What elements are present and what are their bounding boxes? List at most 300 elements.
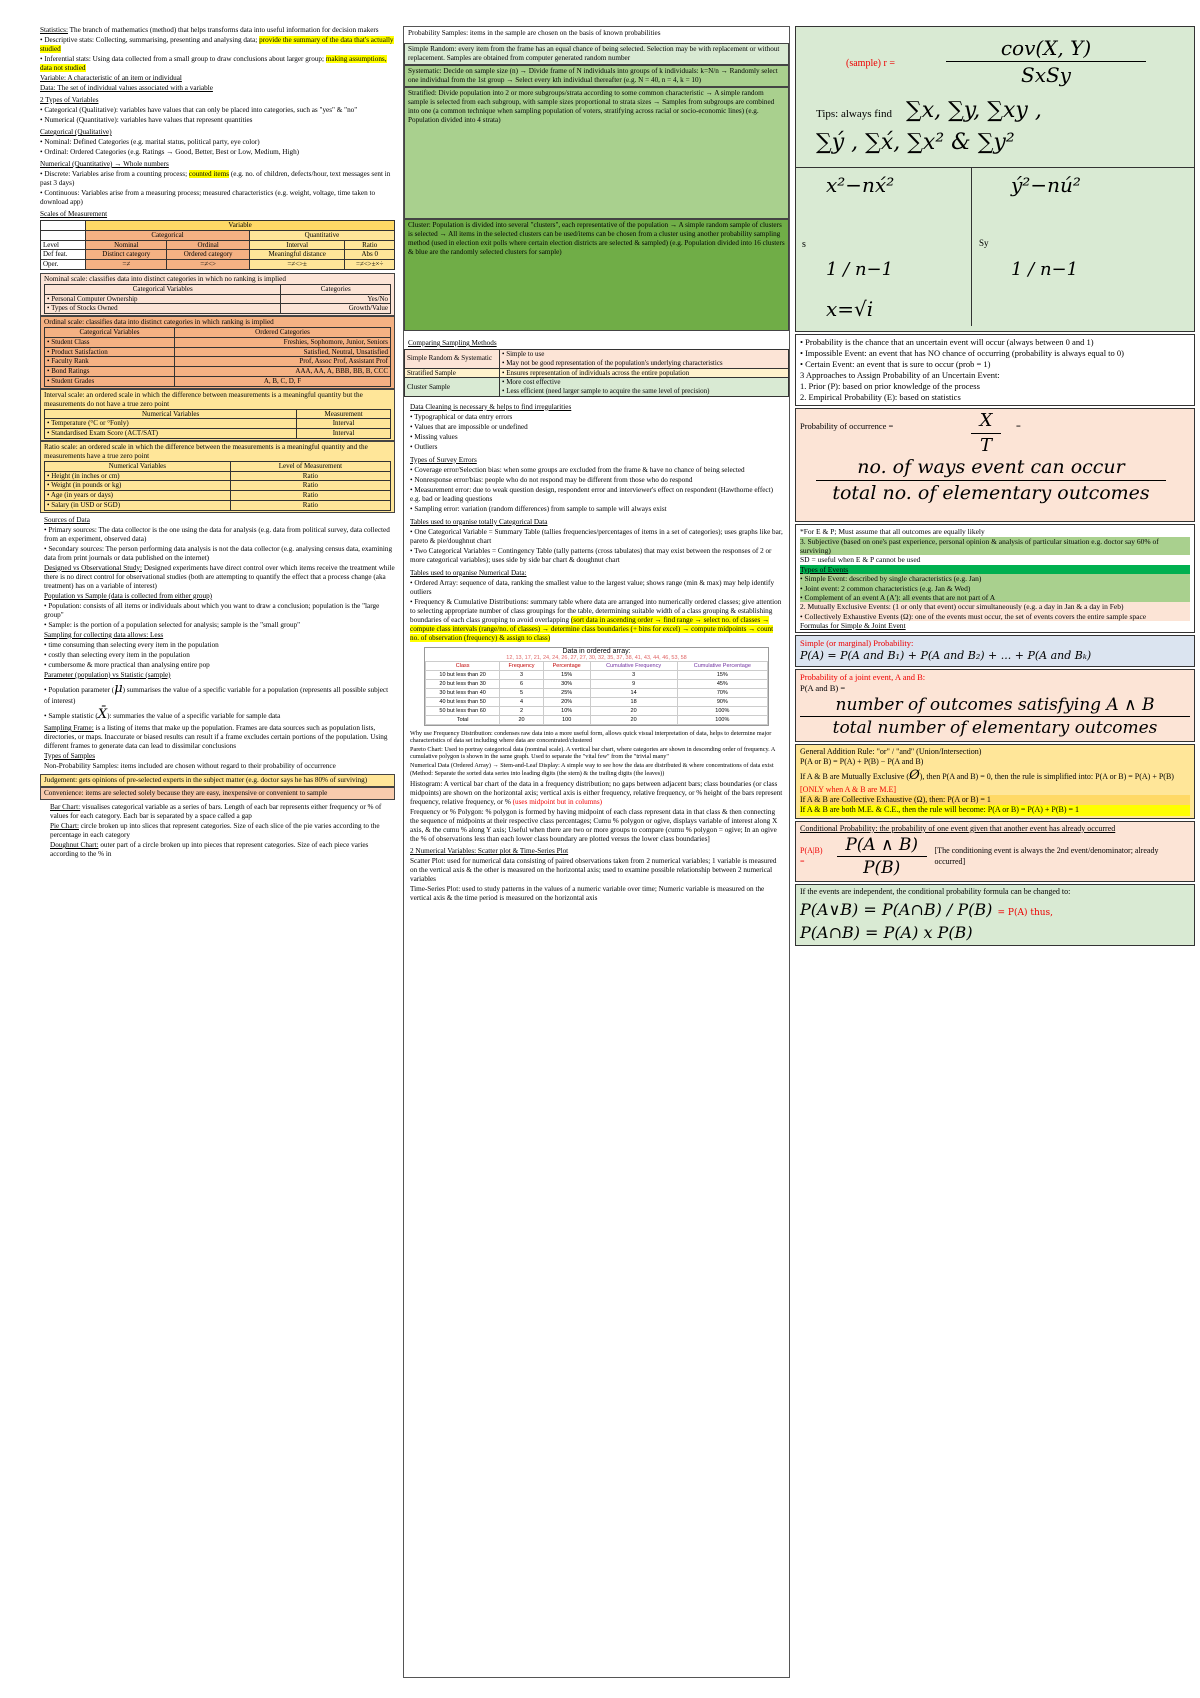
tables-cat-title: Tables used to organise totally Categorical Data	[410, 517, 548, 526]
table-row	[45, 337, 391, 347]
approaches-title: 3 Approaches to Assign Probability of an Uncertain Event:	[800, 370, 1000, 381]
table-cell: 14	[590, 688, 677, 697]
table-cell: 100	[543, 715, 590, 724]
table-cell: 2	[500, 706, 544, 715]
statistics-title: Statistics:	[40, 26, 68, 34]
table-cell: Ordinal	[167, 240, 249, 250]
table-cell: • Personal Computer Ownership	[45, 294, 281, 304]
table-cell: Simple Random & Systematic	[405, 350, 500, 369]
cleaning-section	[404, 403, 789, 643]
table-cell: • Salary (in USD or SGD)	[45, 500, 231, 510]
types-categorical: • Categorical (Qualitative): variables have values that can only be placed into categories, such as "yes" & "no"	[40, 106, 358, 114]
nominal-desc: Nominal scale: classifies data into distinct categories in which no ranking is implied	[44, 274, 286, 283]
mini-numbers: 12, 13, 17, 21, 24, 24, 26, 27, 27, 30, 32, 35, 37, 38, 41, 43, 44, 46, 53, 58	[506, 654, 687, 661]
table-cell: • Height (in inches or cm)	[45, 471, 231, 481]
addition-formula: P(A or B) = P(A) + P(B) − P(A and B)	[800, 757, 924, 767]
list-item: • Measurement error: due to weak question design, respondent error and interviewer's effect on respondent (Hawthorne effect) e.g. bad or leading questions	[410, 485, 773, 503]
ep-note: *For E & P; Must assume that all outcomes are equally likely	[800, 527, 985, 537]
table-cell: 70%	[677, 688, 767, 697]
table-row	[45, 376, 391, 386]
histogram-red: (uses midpoint but in columns)	[512, 798, 603, 807]
table-cell: Ratio	[345, 240, 395, 250]
mutually-text: (1 or only that event) occur simultaneously (e.g. a day in Jan & a day in Feb)	[892, 602, 1124, 612]
table-cell: Prof, Assoc Prof, Assistant Prof	[174, 357, 390, 367]
table-cell: Categorical Variables	[45, 328, 175, 338]
ordinal-table	[44, 327, 391, 387]
table-cell: 30%	[543, 679, 590, 688]
types-title: 2 Types of Variables	[40, 96, 99, 104]
list-item: • Missing values	[410, 432, 458, 441]
table-cell: Numerical Variables	[45, 461, 231, 471]
table-row	[45, 500, 391, 510]
tables-cat-item: • One Categorical Variable = Summary Table (tallies frequencies/percentages of items in a set of categories); uses graphs like bar, pareto & pie/doughnut chart	[410, 527, 783, 545]
certain-event: • Certain Event: an event that is sure to occur (prob = 1)	[800, 359, 991, 370]
types-numerical: • Numerical (Quantitative): variables have values that represent quantities	[40, 116, 253, 124]
table-row	[426, 715, 768, 724]
table-cell: 18	[590, 697, 677, 706]
categorical-section	[40, 128, 395, 157]
occurrence-denominator: total no. of elementary outcomes	[832, 481, 1150, 504]
sx-box	[796, 167, 972, 326]
simple-event: • Simple Event: described by single characteristics (e.g. Jan)	[800, 574, 1190, 583]
table-cell: Stratified Sample	[405, 368, 500, 378]
nominal-item: • Nominal: Defined Categories (e.g. marital status, political party, eye color)	[40, 138, 260, 146]
tables-num-item: • Ordered Array: sequence of data, ranking the smallest value to the largest value; shows range (min & max) may help identify outliers	[410, 578, 775, 596]
table-row	[45, 304, 391, 314]
list-item: • Sampling error: variation (random differences) from sample to sample will always exist	[410, 504, 667, 513]
mini-title: Data in ordered array:	[562, 647, 631, 655]
mutually-title: 2. Mutually Exclusive Events:	[800, 602, 893, 612]
interval-table	[44, 409, 391, 439]
table-cell: 9	[590, 679, 677, 688]
numerical-title: Numerical (Quantitative) → Whole numbers	[40, 160, 169, 168]
mu-symbol: μ	[114, 680, 123, 696]
table-cell: • Age (in years or days)	[45, 491, 231, 501]
tables-num-highlight: (sort data in ascending order → find range → select no. of classes → compute class intervals (range/no. of classes) → determine class boundaries (+ bins for excel) → compute midpoints → count no. of observation (frequency) & assign to class)	[410, 615, 774, 642]
cond-fraction	[837, 834, 927, 879]
sources-title: Sources of Data	[44, 515, 90, 524]
table-cell: 15%	[543, 670, 590, 679]
pie-title: Pie Chart:	[50, 822, 79, 830]
table-cell: Interval	[297, 419, 391, 429]
table-cell: AAA, AA, A, BBB, BB, B, CCC	[174, 367, 390, 377]
table-cell: Yes/No	[281, 294, 391, 304]
continuous-item: • Continuous: Variables arise from a measuring process; measured characteristics (e.g. weight, voltage, time taken to download app)	[40, 189, 376, 206]
designed-title: Designed vs Observational Study:	[44, 563, 143, 572]
table-cell: • Temperature (°C or °Fonly)	[45, 419, 297, 429]
sqrt-formula: x=√i	[826, 297, 874, 321]
compare-section	[404, 339, 789, 397]
bar-title: Bar Chart:	[50, 803, 81, 811]
time-series-text: Time-Series Plot: used to study patterns in the values of a numeric variable over time; Numeric variable is measured on the vertical axis & the time period is measured on the horizontal axis	[410, 885, 765, 903]
approach-item: 1. Prior (P): based on prior knowledge of the process	[800, 381, 980, 392]
joint-prob-box	[795, 669, 1195, 742]
types-of-variables	[40, 96, 395, 125]
statistic-text: • Sample statistic (	[44, 711, 98, 720]
cond-numerator: P(A ∧ B)	[837, 834, 927, 857]
joint-numerator: number of outcomes satisfying A ∧ B	[800, 694, 1190, 717]
scales-row-def	[41, 250, 395, 260]
table-cell: Interval	[249, 240, 345, 250]
table-cell: 10%	[543, 706, 590, 715]
table-cell: 90%	[677, 697, 767, 706]
table-row	[426, 670, 768, 679]
table-cell: =≠<>±×÷	[345, 260, 395, 270]
simple-formula: P(A) = P(A and B₁) + P(A and B₂) + ... + P(A and Bₖ)	[800, 649, 1092, 663]
sample-item: • Sample: is the portion of a population selected for analysis; sample is the "small group"	[44, 620, 301, 629]
two-num-title: 2 Numerical Variables: Scatter plot & Time-Series Plot	[410, 847, 569, 856]
approach-item: 2. Empirical Probability (E): based on statistics	[800, 392, 961, 403]
n-minus-1: 1 / n−1	[826, 259, 894, 280]
polygon-text: Frequency or % Polygon: % polygon is formed by having midpoint of each class represent data in that class & then connecting the sequence of midpoints at their respective class percentages; Cumu % polygon or ogive, displays variable of interest along X axis, & the cumu % along Y axis; Useful when there are two or more groups to compare (cumu % polygon = ogive; In an ogive the % of observations less than each lower class boundary are plotted versus the lower class boundaries]	[410, 808, 778, 844]
ordinal-desc: Ordinal scale: classifies data into distinct categories in which ranking is implied	[44, 318, 274, 326]
table-cell: Ratio	[230, 481, 390, 491]
table-cell: Meaningful distance	[249, 250, 345, 260]
descriptive-stats: • Descriptive stats: Collecting, summarising, presenting and analysing data;	[40, 36, 260, 44]
xbar-symbol: X̄	[97, 706, 108, 722]
table-cell: 20	[590, 715, 677, 724]
sx-formula: x²−nx́²	[826, 173, 895, 197]
table-cell: 6	[500, 679, 544, 688]
table-cell: A, B, C, D, F	[174, 376, 390, 386]
popsample-title: Population vs Sample (data is collected from either group)	[44, 591, 213, 600]
table-row	[45, 357, 391, 367]
histograms-section	[404, 780, 789, 903]
table-cell: 3	[500, 670, 544, 679]
param-title: Parameter (population) vs Statistic (sample)	[44, 670, 171, 679]
scales-row-level	[41, 240, 395, 250]
table-row	[426, 679, 768, 688]
sd-text: SD = useful when E & P cannot be used	[800, 555, 921, 565]
prob-event: • Probability is the chance that an uncertain event will occur (always between 0 and 1)	[800, 337, 1094, 347]
table-cell: Cluster Sample	[405, 378, 500, 397]
table-cell: Ratio	[230, 491, 390, 501]
charts-section	[40, 803, 395, 859]
categorical-title: Categorical (Qualitative)	[40, 128, 112, 136]
joint-title: Probability of a joint event, A and B:	[800, 671, 926, 682]
discrete-highlight: counted items	[188, 170, 230, 178]
table-header: Frequency	[500, 661, 544, 670]
sources-primary: • Primary sources: The data collector is the one using the data for analysis (e.g. data from political survey, data collected from an experiment, observed data)	[44, 525, 390, 543]
nominal-scale-box	[40, 273, 395, 316]
table-cell: • Bond Ratings	[45, 367, 175, 377]
compare-table	[404, 349, 789, 397]
independent-box	[795, 884, 1195, 946]
general-addition-title: General Addition Rule: "or" / "and" (Union/Intersection)	[800, 747, 982, 757]
table-cell: 4	[500, 697, 544, 706]
table-row	[426, 697, 768, 706]
sources-secondary: • Secondary sources: The person performing data analysis is not the data collector (e.g. analysing census data, examining data from print journals or data published on the internet)	[44, 544, 393, 562]
descriptive-highlight: provide the summary of the data that's actually studied	[40, 36, 394, 53]
table-cell: Def feat.	[41, 250, 86, 260]
table-header: Class	[426, 661, 500, 670]
t-symbol: T	[979, 434, 992, 456]
complement-event: • Complement of an event A (A'): all events that are not part of A	[800, 593, 1190, 602]
table-cell: 100%	[677, 715, 767, 724]
table-cell: =≠	[86, 260, 167, 270]
types-events-title: Types of Events	[800, 565, 1190, 574]
table-cell: • Student Class	[45, 337, 175, 347]
table-cell: • Faculty Rank	[45, 357, 175, 367]
param-text: ) summarises the value of a specific variable for a population (represents all possible subject of interest)	[44, 685, 389, 705]
table-cell: 20%	[543, 697, 590, 706]
conditional-title: Conditional Probability: the probability of one event given that another event has already occurred	[800, 823, 1116, 833]
impossible-event: • Impossible Event: an event that has NO chance of occurring (probability is always equal to 0)	[800, 348, 1124, 359]
sy-box	[971, 167, 1195, 326]
sampling-item: • costly than selecting every item in the population	[44, 650, 190, 659]
mult-formula: P(A∩B) = P(A) x P(B)	[800, 922, 973, 942]
table-cell: Oper.	[41, 260, 86, 270]
table-cell: Ordered category	[167, 250, 249, 260]
table-cell: 20	[590, 706, 677, 715]
table-cell: 5	[500, 688, 544, 697]
events-section	[795, 524, 1195, 633]
cov-text: cov(X, Y)	[946, 35, 1146, 62]
table-row	[45, 419, 391, 429]
table-row	[426, 688, 768, 697]
ordinal-item: • Ordinal: Ordered Categories (e.g. Ratings → Good, Better, Best or Low, Medium, High)	[40, 148, 300, 156]
table-cell: Total	[426, 715, 500, 724]
table-cell: Measurement	[297, 409, 391, 419]
table-row	[405, 350, 789, 369]
column-3	[795, 26, 1195, 1678]
tables-num-item: • Frequency & Cumulative Distributions: summary table where data are arranged into numerically ordered classes; give attention to selecting appropriate number of class groupings for the table, determining suitable width of a class grouping & establishing boundaries of each class grouping to avoid overlapping	[410, 597, 782, 624]
table-cell: Ratio	[230, 500, 390, 510]
conditional-box	[795, 821, 1195, 883]
n-minus-1: 1 / n−1	[1011, 259, 1079, 280]
scales-title: Scales of Measurement	[40, 210, 108, 218]
sums-line-1: ∑x, ∑y, ∑xy ,	[906, 98, 1042, 123]
convenience-box: Convenience: items are selected solely because they are easy, inexpensive or convenient to sample	[40, 787, 395, 800]
table-cell: 50 but less than 60	[426, 706, 500, 715]
param-text: • Population parameter (	[44, 685, 115, 694]
sample-r-label: (sample) r =	[846, 58, 895, 69]
table-cell: Distinct category	[86, 250, 167, 260]
donut-text: outer part of a circle broken up into pieces that represent categories. Size of each piece varies according to the % in	[50, 841, 369, 858]
conditional-formula	[800, 834, 1190, 879]
correlation-box	[795, 26, 1195, 332]
sums-line-2: ∑ý , ∑x́, ∑x² & ∑y²	[816, 130, 1015, 155]
table-row	[45, 367, 391, 377]
table-header: Cumulative Percentage	[677, 661, 767, 670]
bayes-formula: P(A∨B) = P(A∩B) / P(B)	[800, 899, 993, 919]
table-cell: 10 but less than 20	[426, 670, 500, 679]
table-cell: 3	[590, 670, 677, 679]
occurrence-numerator: no. of ways event can occur	[816, 455, 1166, 481]
ce-text: If A & B are Collective Exhaustive (Ω), then: P(A or B) = 1	[800, 795, 1190, 805]
population-item: • Population: consists of all items or individuals about which you want to draw a conclusion; population is the "large group"	[44, 601, 380, 619]
pie-text: circle broken up into slices that represent categories. Size of each slice of the pie varies according to the percentage in each category	[50, 822, 380, 839]
table-cell: Categories	[281, 284, 391, 294]
table-cell: • Simple to use • May not be good representation of the population's underlying characteristics	[500, 350, 789, 369]
list-item: • Values that are impossible or undefined	[410, 422, 528, 431]
discrete-tail: (e.g. no. of children, defects/hour, text messages sent in past 3 days)	[40, 170, 391, 187]
scales-row-oper	[41, 260, 395, 270]
table-cell: • Types of Stocks Owned	[45, 304, 281, 314]
nonprob-samples: Non-Probability Samples: items included are chosen without regard to their probability of occurrence	[44, 762, 336, 770]
frame-title: Sampling Frame:	[44, 724, 94, 732]
interval-desc: Interval scale: an ordered scale in which the difference between measurements is a meaningful quantity but the measurements do not have a true zero point	[44, 390, 363, 408]
table-cell: • Product Satisfaction	[45, 347, 175, 357]
charts-explanations	[404, 730, 789, 777]
bar-text: visualises categorical variable as a series of bars. Length of each bar represents either frequency or % of values for each category. Each bar is separated by a space called a gap	[50, 803, 382, 820]
both-text: If A & B are both M.E. & C.E., then the rule will become: P(A or B) = P(A) + P(B) = 1	[800, 805, 1190, 815]
compare-title: Comparing Sampling Methods	[408, 339, 497, 347]
sources-section	[40, 516, 395, 772]
table-row	[45, 471, 391, 481]
table-cell: • Ensures representation of individuals across the entire population	[500, 368, 789, 378]
numerical-section	[40, 160, 395, 207]
table-cell: 30 but less than 40	[426, 688, 500, 697]
ratio-desc: Ratio scale: an ordered scale in which the difference between the measurements is a meaningful quantity and the measurements have a true zero point	[44, 442, 368, 460]
list-item: • Nonresponse error/bias: people who do not respond may be different from those who do respond	[410, 475, 693, 484]
systematic-box: Systematic: Decide on sample size (n) → Divide frame of N individuals into groups of k individuals: k=N/n → Randomly select one individual from the 1st group → Select every kth individual thereafter (e.g. N = 40, n = 4, k = 10)	[404, 65, 789, 87]
sy-formula: ý²−nú²	[1011, 173, 1081, 197]
data-def: Data: The set of individual values associated with a variable	[40, 84, 213, 92]
scatter-text: Scatter Plot: used for numerical data consisting of paired observations taken from 2 numerical variables; 1 variable is measured on the vertical axis & the other is measured on the horizontal axis; used to examine possible relationship between 2 numerical variables	[410, 857, 777, 884]
tables-cat-item: • Two Categorical Variables = Contingency Table (tally patterns (cross tabulates) that may exist between the responses of 2 or more categorical variables); uses side by side bar chart & doughnut chart	[410, 546, 772, 564]
types-samples-title: Types of Samples	[44, 752, 95, 760]
table-cell: =≠<>±	[249, 260, 345, 270]
joint-pab: P(A and B) =	[800, 682, 846, 693]
table-cell: • Standardised Exam Score (ACT/SAT)	[45, 429, 297, 439]
addition-rule-box: General Addition Rule: "or" / "and" (Union/Intersection) P(A or B) = P(A) + P(B) − P(A and B) If A & B are Mutually Exclusive (Ø), then P(A and B) = 0, then the rule is simplified into: P(A or B) = P(A) + P(B) [ONLY when A & B are M.E] If A & B are Collective Exhaustive (Ω), then: P(A or B) = 1 If A & B are both M.E. & C.E., then the rule will become: P(A or B) = P(A) + P(B) = 1	[795, 744, 1195, 819]
cleaning-title: Data Cleaning is necessary & helps to find irregularities	[410, 402, 572, 411]
table-cell: 45%	[677, 679, 767, 688]
table-header: Percentage	[543, 661, 590, 670]
table-row	[405, 378, 789, 397]
x-symbol: X	[971, 409, 1001, 433]
occurrence-fraction	[816, 455, 1166, 505]
statistic-text: ): summaries the value of a specific variable for sample data	[107, 711, 281, 720]
pareto-text: Pareto Chart: Used to portray categorical data (nominal scale). A vertical bar chart, where categories are shown in descending order of frequency. A cumulative polygon is shown in the same graph. Used to separate the "vital few" from the "trivial many"	[410, 745, 776, 761]
simple-prob-box	[795, 635, 1195, 666]
statistics-definition	[40, 26, 395, 93]
table-cell: 20	[500, 715, 544, 724]
joint-fraction	[800, 694, 1190, 739]
stem-leaf-text: Numerical Data (Ordered Array) → Stem-and-Leaf Display: A simple way to see how the data are distributed & where concentrations of data exist (Method: Separate the sorted data series into leading digits (the stem) & the trailing digits (the leaves))	[410, 762, 774, 777]
table-cell: Growth/Value	[281, 304, 391, 314]
table-row	[45, 294, 391, 304]
joint-event: • Joint event: 2 common characteristics (e.g. Jan & Wed)	[800, 584, 1190, 593]
table-cell: Interval	[297, 429, 391, 439]
table-cell: Level of Measurement	[230, 461, 390, 471]
list-item: • Coverage error/Selection bias: when some groups are excluded from the frame & have no chance of being selected	[410, 465, 745, 474]
scales-categorical-header: Categorical	[86, 230, 250, 240]
prob-samples: Probability Samples: items in the sample are chosen on the basis of known probabilities	[408, 29, 661, 37]
column-1	[40, 26, 395, 1678]
interval-scale-box	[40, 389, 395, 441]
scales-quantitative-header: Quantitative	[249, 230, 394, 240]
nominal-table	[44, 284, 391, 314]
table-header: Cumulative Frequency	[590, 661, 677, 670]
table-cell: 15%	[677, 670, 767, 679]
table-row	[45, 481, 391, 491]
cond-note: [The conditioning event is always the 2nd event/denominator; already occurred]	[934, 846, 1159, 866]
table-cell: Level	[41, 240, 86, 250]
tips-label: Tips: always find	[816, 108, 892, 120]
designed-text: Designed experiments have direct control over which items receive the treatment while there is no direct control for observational studies (both are attempting to quantify the effect that a process change (aka treatment) has on a variable of interest)	[44, 563, 395, 590]
equals-sign: =	[1016, 421, 1021, 432]
table-cell: Numerical Variables	[45, 409, 297, 419]
table-cell: Satisfied, Neutral, Unsatisfied	[174, 347, 390, 357]
inferential-stats: • Inferential stats: Using data collected from a small group to draw conclusions about larger group;	[40, 55, 326, 63]
bayes-red: = P(A) thus,	[997, 907, 1054, 918]
list-item: • Outliers	[410, 442, 438, 451]
table-row	[45, 491, 391, 501]
table-cell: 25%	[543, 688, 590, 697]
occurrence-label: Probability of occurrence =	[800, 421, 894, 432]
cond-denominator: P(B)	[863, 858, 901, 879]
table-cell: Ordered Categories	[174, 328, 390, 338]
ratio-table	[44, 461, 391, 511]
table-cell: Nominal	[86, 240, 167, 250]
me-text: If A & B are Mutually Exclusive (	[800, 771, 910, 781]
frequency-table	[425, 661, 768, 725]
ordinal-scale-box	[40, 316, 395, 389]
table-cell: • Student Grades	[45, 376, 175, 386]
table-row	[426, 706, 768, 715]
table-cell: Abs 0	[345, 250, 395, 260]
subjective-approach: 3. Subjective (based on one's past experience, personal opinion & analysis of particular situation e.g. doctor say 60% of surviving)	[800, 537, 1190, 556]
frequency-example	[424, 647, 769, 726]
simple-random-box: Simple Random: every item from the frame has an equal chance of being selected. Selection may be with replacement or without replacement. Samples are obtained from computer generated random number	[404, 43, 789, 65]
statistics-text: The branch of mathematics (method) that helps transforms data into useful information for decision makers	[67, 26, 379, 34]
table-row	[45, 429, 391, 439]
sampling-item: • time consuming than selecting every item in the population	[44, 640, 219, 649]
scales-variable-header: Variable	[86, 221, 395, 231]
ratio-scale-box	[40, 441, 395, 513]
xt-fraction	[971, 409, 1001, 457]
discrete-item: • Discrete: Variables arise from a counting process;	[40, 170, 189, 178]
table-cell: • More cost effective • Less efficient (need larger sample to acquire the same level of precision)	[500, 378, 789, 397]
donut-title: Doughnut Chart:	[50, 841, 99, 849]
probability-basics	[795, 334, 1195, 406]
cluster-box: Cluster: Population is divided into several "clusters", each representative of the population → A simple random sample of clusters is selected → All items in the selected clusters can be used/items can be chosen from a cluster using another probability sampling method (used in election exit polls where certain election districts are selected & sampled) (e.g. Population divided into 16 clusters & blue are the randomly selected clusters for sample)	[404, 219, 789, 331]
independent-text: If the events are independent, the conditional probability formula can be changed to:	[800, 887, 1071, 897]
judgement-box: Judgement: gets opinions of pre-selected experts in the subject matter (e.g. doctor says he has 80% of surviving)	[40, 774, 395, 787]
collective-text: • Collectively Exhaustive Events (Ω): one of the events must occur, the set of events covers the entire sample space	[800, 612, 1190, 621]
me-text: ), then P(A and B) = 0, then the rule is simplified into: P(A or B) = P(A) + P(B)	[919, 771, 1174, 781]
cond-lhs: P(A|B) =	[800, 846, 823, 866]
scales-table	[40, 220, 395, 270]
inferential-highlight: making assumptions, data not studied	[40, 55, 387, 72]
table-row	[45, 347, 391, 357]
table-cell: =≠<>	[167, 260, 249, 270]
sx-label: s	[802, 239, 806, 250]
table-cell: • Weight (in pounds or kg)	[45, 481, 231, 491]
list-item: • Typographical or data entry errors	[410, 412, 513, 421]
me-only: [ONLY when A & B are M.E]	[800, 784, 896, 794]
errors-title: Types of Survey Errors	[410, 455, 477, 464]
scales-section	[40, 210, 395, 270]
simple-marginal-title: Simple (or marginal) Probability:	[800, 638, 914, 649]
table-cell: Freshies, Sophomore, Junior, Seniors	[174, 337, 390, 347]
occurrence-box	[795, 408, 1195, 522]
table-cell: Ratio	[230, 471, 390, 481]
tables-num-title: Tables used to organise Numerical Data:	[410, 568, 527, 577]
sampling-item: • cumbersome & more practical than analysing entire pop	[44, 660, 210, 669]
table-cell: Categorical Variables	[45, 284, 281, 294]
table-cell: 20 but less than 30	[426, 679, 500, 688]
joint-denominator: total number of elementary outcomes	[832, 717, 1158, 738]
table-cell: 40 but less than 50	[426, 697, 500, 706]
sxsy-text: SxSy	[1021, 63, 1071, 87]
stratified-box: Stratified: Divide population into 2 or more subgroups/strata according to some common characteristic → A simple random sample is selected from each subgroup, with sample sizes proportional to strata sizes → Samples from subgroups are combined into one (a common technique when sampling population of voters, stratifying across racial or socio-economic lines) (e.g. Population divided into 4 strata)	[404, 87, 789, 219]
why-frequency: Why use Frequency Distribution: condenses raw data into a more useful form, allows quick visual interpretation of data, helps to determine major characteristics of data set including where data are concentrated/clustered	[410, 729, 772, 745]
table-cell: 100%	[677, 706, 767, 715]
formulas-title: Formulas for Simple & Joint Event	[800, 621, 906, 631]
